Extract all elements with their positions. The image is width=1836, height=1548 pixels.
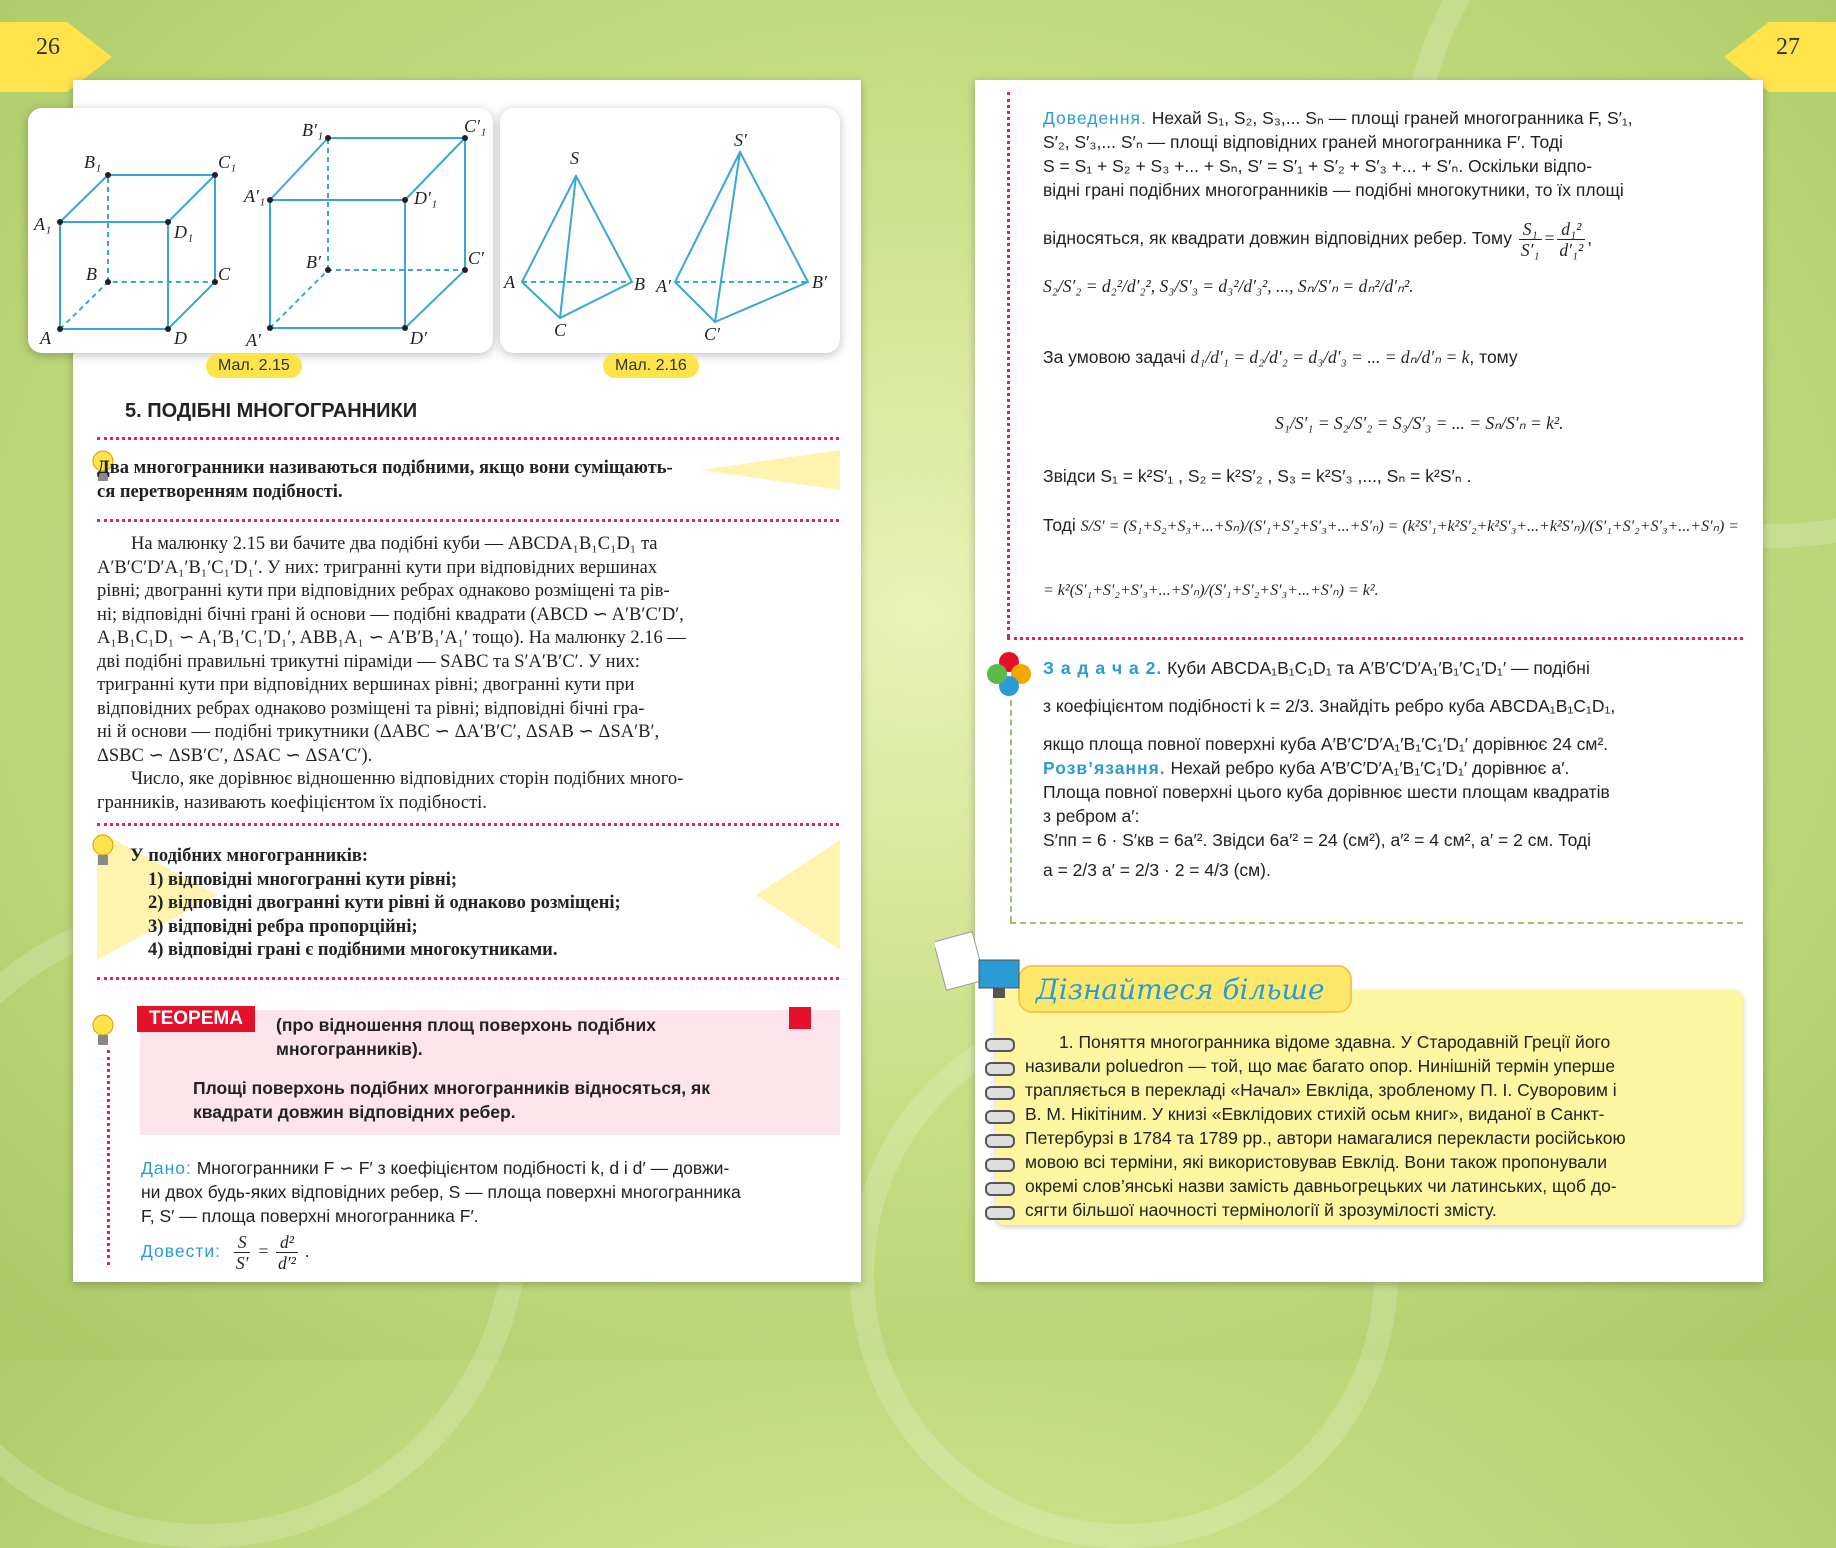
condition-line: За умовою задачі d₁/d′₁ = d₂/d′₂ = d₃/d′₃ = ... = dₙ/d′ₙ = k, тому	[1043, 347, 1518, 367]
main-paragraph: На малюнку 2.15 ви бачите два подібні куби — ABCDA₁B₁C₁D₁ та A′B′C′D′A₁′B₁′C₁′D₁′. У них: тригранні кути при відповідних вершинах рівні; двогранні кути при відповідних ребрах однаково розміщені та рів- ні; відповідні бічні грані й основи — подібні квадрати (ABCD ∽ A′B′C′D′, A₁B₁C₁D₁ ∽ A₁′B₁′C₁′D₁′, ABB₁A₁ ∽ A′B′B₁′A₁′ тощо). На малюнку 2.16 — дві подібні правильні трикутні піраміди — SABC та S′A′B′C′. У них: тригранні кути при відповідних вершинах рівні; двогранні кути при відповідних ребрах однаково розміщені та рівні; відповідні бічні гра- ні й основи — подібні трикутники (ΔABC ∽ ΔA′B′C′, ΔSAB ∽ ΔSA′B′, ΔSBC ∽ ΔSB′C′, ΔSAC ∽ ΔSA′C′). Число, яке дорівнює відношенню відповідних сторін подібних много- гранників, називають коефіцієнтом їх подібності.	[97, 534, 686, 813]
spiral-ring	[985, 1062, 1015, 1076]
pyr2-label: B′	[812, 272, 827, 292]
dashed-divider	[1010, 922, 1743, 924]
ratio-line: S₂/S′₂ = d₂²/d′₂², S₃/S′₃ = d₃²/d′₃², ..., Sₙ/S′ₙ = dₙ²/d′ₙ².	[1043, 276, 1414, 296]
prove-label: Довести:	[141, 1241, 222, 1262]
cube1-label: B	[86, 264, 97, 284]
cube2-label: C′	[468, 248, 484, 268]
spiral-ring	[985, 1206, 1015, 1220]
pyramid-large	[675, 152, 808, 322]
dashed-vertical	[1010, 700, 1012, 922]
cube1-label: C₁	[218, 152, 237, 172]
spiral-ring	[985, 1158, 1015, 1172]
cube2-label: B′	[306, 252, 321, 272]
cube1-label: D	[174, 328, 187, 348]
figure-label: Мал. 2.16	[603, 354, 699, 378]
cube1-label: C	[218, 264, 231, 284]
page-number-left: 26	[36, 34, 60, 60]
spiral-ring	[985, 1182, 1015, 1196]
definition-text: Два многогранники називаються подібними, якщо вони суміщають- ся перетворенням подібності.	[97, 458, 673, 502]
theorem-square	[789, 1007, 811, 1029]
theorem-title: (про відношення площ поверхонь подібних многогранників).	[276, 1015, 656, 1059]
page-number-right: 27	[1776, 34, 1800, 60]
properties-list	[130, 845, 830, 963]
notebook-computer-icon	[935, 930, 1025, 1010]
dotted-divider	[97, 977, 839, 980]
cube-small	[60, 175, 215, 329]
cube2-label: D′	[410, 328, 427, 348]
theorem-text: Площі поверхонь подібних многогранників відносяться, як квадрати довжин відповідних ребер.	[193, 1078, 711, 1122]
cube2-label: A′	[246, 330, 261, 350]
cube2-label: C′₁	[464, 116, 487, 136]
pyr2-label: S′	[734, 130, 747, 150]
cube2-label: A′₁	[244, 186, 266, 206]
dotted-vertical	[1007, 92, 1010, 637]
final-line: = k²(S′₁+S′₂+S′₃+...+S′ₙ)/(S′₁+S′₂+S′₃+...+S′ₙ) = k².	[1043, 582, 1379, 599]
given-block: Дано: Многогранники F ∽ F′ з коефіцієнтом подібності k, d і d′ — довжи- ни двох будь-яких відповідних ребер, S — площа поверхні многогранника F, S′ — площа поверхні многогранника F′.	[141, 1158, 741, 1226]
lightbulb-icon	[90, 1012, 116, 1052]
task-label: З а д а ч а 2.	[1043, 658, 1163, 678]
spiral-ring	[985, 1086, 1015, 1100]
pyr1-label: B	[634, 274, 645, 294]
proof-label: Доведення.	[1043, 108, 1147, 128]
lightbulb-icon	[90, 832, 116, 872]
dotted-divider	[1007, 637, 1743, 640]
dotted-divider	[97, 437, 839, 440]
dotted-divider	[97, 823, 839, 826]
know-more-text: 1. Поняття многогранника відоме здавна. У Стародавній Греції його називали poluedron — той, що має багато опор. Нинішній термін уперше трапляється в перекладі «Начал» Евкліда, зробленому П. І. Суворовим і В. М. Нікітіним. У книзі «Евклідових стихій осьм книг», виданої в Санкт- Петербурзі в 1784 та 1789 рр., автори намагалися перекласти російською мовою всі терміни, які використовував Евклід. Вони також пропонували окремі слов’янські назви замість давньогрецьких чи латинських, щоб до- сягти більшої наочності термінології й зрозумілості змісту.	[1025, 1032, 1626, 1220]
cube1-label: A₁	[34, 214, 52, 234]
pyr1-label: C	[554, 320, 567, 340]
list-item: 3) відповідні ребра пропорційні;	[148, 916, 418, 937]
given-label: Дано:	[141, 1158, 192, 1178]
theorem-label: ТЕОРЕМА	[137, 1006, 255, 1032]
list-item: 1) відповідні многогранні кути рівні;	[148, 869, 458, 890]
cube-large	[270, 138, 465, 328]
spiral-ring	[985, 1038, 1015, 1052]
cube1-label: B₁	[84, 152, 102, 172]
list-item: 2) відповідні двогранні кути рівні й однаково розміщені;	[148, 893, 621, 913]
dotted-divider	[97, 519, 839, 522]
vertex-dots	[57, 135, 468, 332]
cube2-label: B′₁	[302, 120, 324, 140]
pyr1-label: A	[504, 272, 515, 292]
proof-block: Доведення. Нехай S₁, S₂, S₃,... Sₙ — площі граней многогранника F, S′₁, S′₂, S′₃,... S′ₙ — площі відповідних граней многогранника F′. Тоді S = S₁ + S₂ + S₃ +... + Sₙ, S′ = S′₁ + S′₂ + S′₃ +... + S′ₙ. Оскільки відпо- відні грані подібних многогранників — подібні многокутники, то їх площі	[1043, 108, 1633, 200]
proof-line-5: відносяться, як квадрати довжин відповідних ребер. Тому $\frac{\text{S₁}}{\text{S′₁}}$ = $\frac{\text{d₁²}}{\text{d′₁²}}$ ,	[1043, 219, 1593, 260]
spiral-ring	[985, 1134, 1015, 1148]
flower-icon	[985, 650, 1033, 698]
pyr2-label: C′	[704, 324, 720, 344]
cube2-label: D′₁	[414, 188, 438, 208]
properties-intro: У подібних многогранників:	[130, 846, 369, 866]
know-more-title: Дізнайтеся більше	[1018, 965, 1352, 1013]
section-title: 5. ПОДІБНІ МНОГОГРАННИКИ	[125, 400, 418, 422]
k2-line: S₁/S′₁ = S₂/S′₂ = S₃/S′₃ = ... = Sₙ/S′ₙ = k².	[1275, 413, 1564, 433]
dotted-vertical	[107, 1050, 110, 1265]
pyr2-label: A′	[656, 276, 671, 296]
cube1-label: A	[40, 328, 51, 348]
figure-label: Мал. 2.15	[206, 354, 302, 378]
then-line: Тоді S/S′ = (S₁+S₂+S₃+...+Sₙ)/(S′₁+S′₂+S′₃+...+S′ₙ) = (k²S′₁+k²S′₂+k²S′₃+...+k²S′ₙ)/(S′₁+S′₂+S′₃+...+S′ₙ) =	[1043, 515, 1740, 535]
prove-block: Довести: $\frac{S}{S'}$ = $\frac{\text{d²}}{\text{d′²}}$ .	[141, 1232, 310, 1273]
pyr1-label: S	[570, 148, 579, 168]
task-block: З а д а ч а 2. Куби ABCDA₁B₁C₁D₁ та A′B′C′D′A₁′B₁′C₁′D₁′ — подібні з коефіцієнтом подібності k = 2/3. Знайдіть ребро куба ABCDA₁B₁C₁D₁, якщо площа повної поверхні куба A′B′C′D′A₁′B₁′C₁′D₁′ дорівнює 24 см². Розв’язання. Нехай ребро куба A′B′C′D′A₁′B₁′C₁′D₁′ дорівнює a′. Площа повної поверхні цього куба дорівнює шести площам квадратів з ребром a′: S′пп = 6 · S′кв = 6a′². Звідси 6a′² = 24 (см²), a′² = 4 см², a′ = 2 см. Тоді a = 2/3 a′ = 2/3 · 2 = 4/3 (см).	[1043, 658, 1616, 880]
pyramid-small	[522, 176, 632, 318]
cube1-label: D₁	[174, 222, 194, 242]
hence-line: Звідси S₁ = k²S′₁ , S₂ = k²S′₂ , S₃ = k²S′₃ ,..., Sₙ = k²S′ₙ .	[1043, 466, 1472, 486]
spiral-ring	[985, 1110, 1015, 1124]
list-item: 4) відповідні грані є подібними многокутниками.	[148, 940, 558, 960]
solution-label: Розв’язання.	[1043, 758, 1166, 778]
